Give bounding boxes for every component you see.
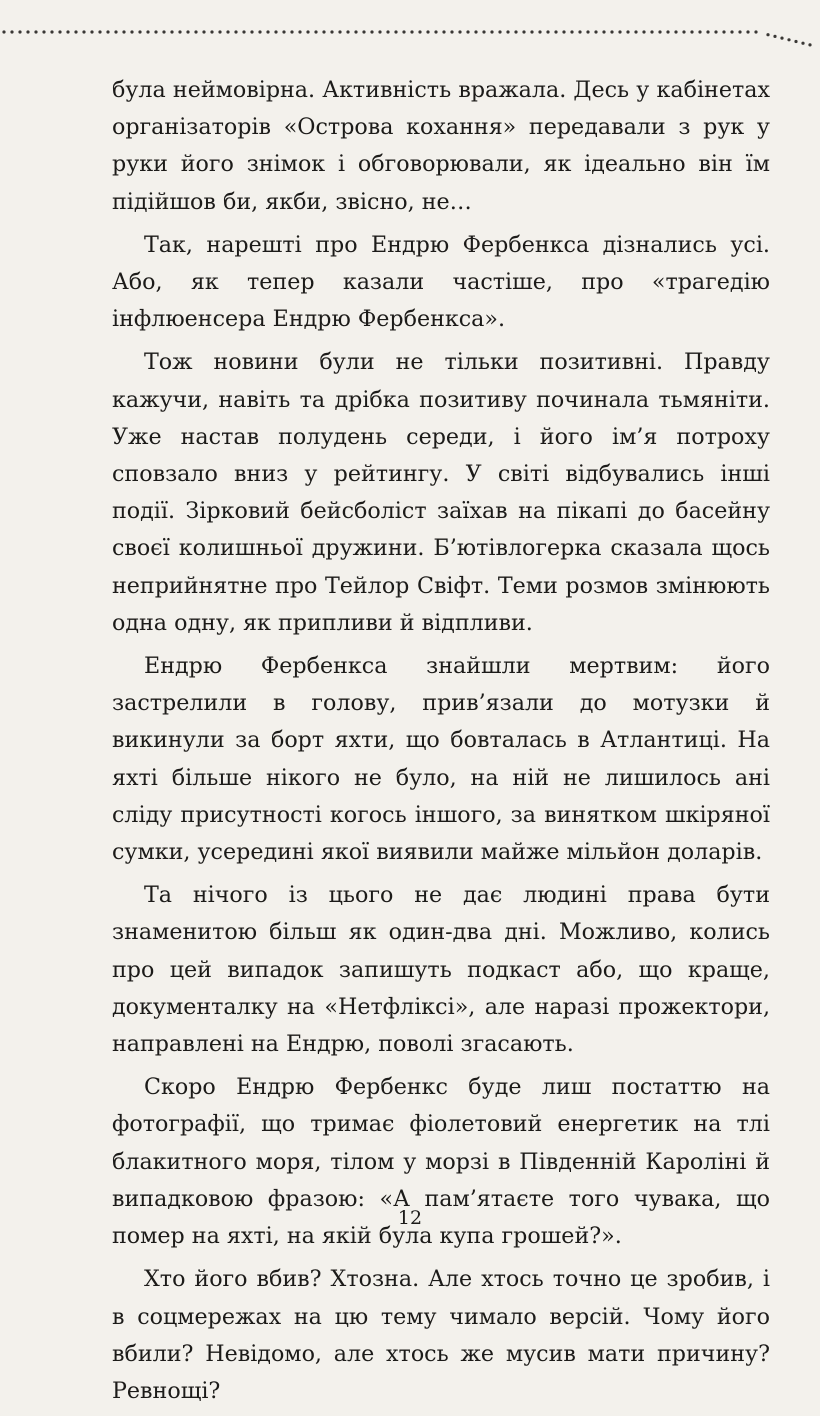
decorative-dot	[274, 30, 277, 33]
decorative-dot	[322, 30, 325, 33]
decorative-dot	[586, 30, 589, 33]
decorative-dot	[634, 30, 637, 33]
decorative-dot	[226, 30, 229, 33]
decorative-dot	[2, 30, 5, 33]
decorative-dot	[34, 30, 37, 33]
decorative-dot	[522, 30, 525, 33]
decorative-dot	[730, 30, 733, 33]
decorative-dot	[602, 30, 605, 33]
decorative-dot	[130, 30, 133, 33]
decorative-dot	[26, 30, 29, 33]
decorative-dot	[90, 30, 93, 33]
paragraph-5: Та нічого із цього не дає людині права бути знаменитою більш як один-два дні. Можливо, колись про цей випадок запишуть подкаст або, що краще, документалку на «Нетфліксі», але наразі прожектори, направлені на Ендрю, поволі згасають.	[112, 882, 770, 1058]
decorative-dot	[426, 30, 429, 33]
decorative-dot	[682, 30, 685, 33]
decorative-dot	[114, 30, 117, 33]
decorative-dot	[186, 30, 189, 33]
decorative-dot	[490, 30, 493, 33]
decorative-dot	[178, 30, 181, 33]
decorative-dot	[234, 30, 237, 33]
decorative-dot	[618, 30, 621, 33]
decorative-dot	[330, 30, 333, 33]
decorative-dot	[258, 30, 261, 33]
decorative-dot	[266, 30, 269, 33]
decorative-dot	[106, 30, 109, 33]
decorative-dot	[642, 30, 645, 33]
decorative-dot	[122, 30, 125, 33]
decorative-dot	[146, 30, 149, 33]
decorative-dot	[202, 30, 205, 33]
decorative-dot	[787, 38, 790, 41]
decorative-dot	[594, 30, 597, 33]
decorative-dot	[410, 30, 413, 33]
decorative-dot	[378, 30, 381, 33]
decorative-dot	[506, 30, 509, 33]
decorative-dot	[570, 30, 573, 33]
page-number: 12	[397, 1207, 423, 1229]
decorative-dot	[626, 30, 629, 33]
decorative-dot	[562, 30, 565, 33]
decorative-dot	[418, 30, 421, 33]
decorative-dot	[801, 42, 804, 45]
decorative-dot	[74, 30, 77, 33]
decorative-dot	[690, 30, 693, 33]
paragraph-3: Тож новини були не тільки позитивні. Правду кажучи, навіть та дрібка позитиву починала тьмяніти. Уже настав полудень середи, і його ім’я потроху сповзало вниз у рейтингу. У світі відбувались інші події. Зірковий бейсболіст заїхав на пікапі до басейну своєї колишньої дружини. Б’ютівлогерка сказала щось неприйнятне про Тейлор Свіфт. Теми розмов змінюють одна одну, як припливи й відпливи.	[112, 349, 770, 636]
decorative-dot	[714, 30, 717, 33]
decorative-dot	[138, 30, 141, 33]
decorative-dot	[242, 30, 245, 33]
decorative-dot	[354, 30, 357, 33]
decorative-dot	[658, 30, 661, 33]
decorative-dot	[290, 30, 293, 33]
decorative-dot	[282, 30, 285, 33]
decorative-dot	[722, 30, 725, 33]
decorative-dot	[18, 30, 21, 33]
decorative-dot	[82, 30, 85, 33]
decorative-dot	[482, 30, 485, 33]
decorative-dot	[210, 30, 213, 33]
decorative-dot	[218, 30, 221, 33]
decorative-dot	[754, 30, 757, 33]
decorative-dot	[170, 30, 173, 33]
decorative-dot	[442, 30, 445, 33]
decorative-dot	[98, 30, 101, 33]
decorative-dot	[674, 30, 677, 33]
decorative-dot	[386, 30, 389, 33]
decorative-dot	[780, 37, 783, 40]
decorative-dot	[162, 30, 165, 33]
decorative-dot	[610, 30, 613, 33]
decorative-dot	[530, 30, 533, 33]
decorative-dot	[650, 30, 653, 33]
paragraph-1: була неймовірна. Активність вражала. Десь у кабінетах організаторів «Острова кохання» передавали з рук у руки його знімок і обговорювали, як ідеально він їм підійшов би, якби, звісно, не…	[112, 77, 770, 215]
decorative-dot	[154, 30, 157, 33]
paragraph-6: Скоро Ендрю Фербенкс буде лиш постаттю на фотографії, що тримає фіолетовий енергетик на тлі блакитного моря, тілом у морзі в Південній Кароліні й випадковою фразою: «А пам’ятаєте того чувака, що помер на яхті, на якій була купа грошей?».	[112, 1074, 770, 1250]
decorative-dot	[66, 30, 69, 33]
decorative-dot	[738, 30, 741, 33]
decorative-dot	[554, 30, 557, 33]
decorative-dot	[698, 30, 701, 33]
decorative-dot	[370, 30, 373, 33]
decorative-dot	[466, 30, 469, 33]
decorative-dot	[474, 30, 477, 33]
decorative-dot	[808, 43, 811, 46]
decorative-dot	[298, 30, 301, 33]
decorative-dot	[306, 30, 309, 33]
paragraph-4: Ендрю Фербенкса знайшли мертвим: його застрелили в голову, прив’язали до мотузки й викинули за борт яхти, що бовталась в Атлантиці. На яхті більше нікого не було, на ній не лишилось ані сліду присутності когось іншого, за винятком шкіряної сумки, усередині якої виявили майже мільйон доларів.	[112, 653, 770, 866]
paragraph-7: Хто його вбив? Хтозна. Але хтось точно це зробив, і в соцмережах на цю тему чимало версій. Чому його вбили? Невідомо, але хтось же мусив мати причину? Ревнощі?	[112, 1266, 770, 1404]
decorative-dot	[402, 30, 405, 33]
decorative-dot	[10, 30, 13, 33]
decorative-dot	[546, 30, 549, 33]
decorative-dot	[578, 30, 581, 33]
decorative-dot	[666, 30, 669, 33]
decorative-dot	[794, 40, 797, 43]
decorative-dot	[706, 30, 709, 33]
decorative-dot	[514, 30, 517, 33]
decorative-dot	[746, 30, 749, 33]
decorative-dot	[362, 30, 365, 33]
decorative-dot	[50, 30, 53, 33]
decorative-dot	[250, 30, 253, 33]
decorative-dot	[458, 30, 461, 33]
decorative-dot	[773, 35, 776, 38]
decorative-dot	[338, 30, 341, 33]
decorative-dot	[434, 30, 437, 33]
decorative-dot	[42, 30, 45, 33]
decorative-dot	[194, 30, 197, 33]
decorative-dot	[346, 30, 349, 33]
decorative-dot	[394, 30, 397, 33]
decorative-dot	[766, 33, 769, 36]
decorative-dot	[498, 30, 501, 33]
paragraph-2: Так, нарешті про Ендрю Фербенкса дізнались усі. Або, як тепер казали частіше, про «трагедію інфлюенсера Ендрю Фербенкса».	[112, 231, 770, 333]
decorative-dot	[538, 30, 541, 33]
decorative-dot	[450, 30, 453, 33]
decorative-dot	[58, 30, 61, 33]
decorative-dot	[314, 30, 317, 33]
decorative-dotted-rule	[0, 22, 820, 52]
